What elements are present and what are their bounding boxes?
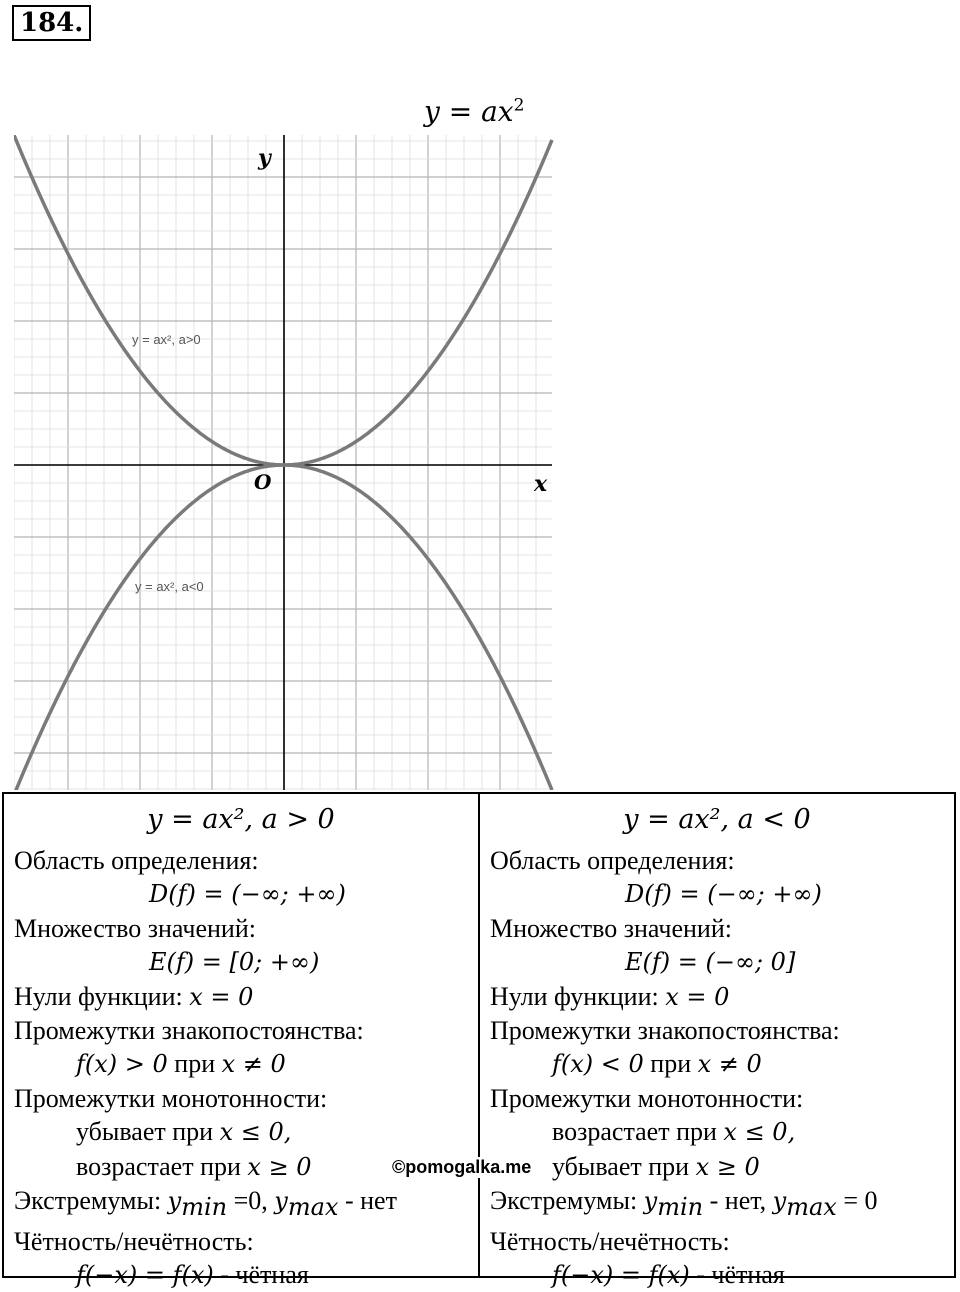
monotonicity-line-1: убывает при x ≤ 0, [76, 1117, 292, 1147]
origin-label: O [254, 470, 272, 494]
monotonicity-label: Промежутки монотонности: [14, 1083, 328, 1113]
sign-line: f(x) > 0 при x ≠ 0 [76, 1049, 286, 1079]
watermark: ©pomogalka.me [392, 1157, 532, 1177]
range-value: E(f) = [0; +∞) [149, 948, 320, 977]
lower-curve-label: y = ax², a<0 [135, 579, 204, 594]
y-axis-label: y [258, 145, 271, 171]
domain-label: Область определения: [490, 846, 735, 875]
zeros-line: Нули функции: x = 0 [490, 981, 730, 1011]
range-value: E(f) = (−∞; 0] [625, 948, 796, 977]
extrema-line: Экстремумы: $y_{min} =0$, $y_{max}$ - нет [14, 1186, 397, 1222]
domain-value: D(f) = (−∞; +∞) [625, 880, 822, 909]
domain-value: D(f) = (−∞; +∞) [149, 880, 346, 909]
problem-number: 184. [12, 5, 91, 41]
parabola-graph [14, 135, 554, 790]
monotonicity-line-1: возрастает при x ≤ 0, [552, 1117, 796, 1147]
monotonicity-line-2: убывает при x ≥ 0 [552, 1151, 760, 1181]
lower-parabola-curve [14, 465, 552, 790]
column-heading: y = ax², a > 0 [147, 804, 335, 835]
formula-title [424, 95, 524, 128]
parity-line: f(−x) = f(x) - чётная [76, 1260, 309, 1290]
formula-exponent: 2 [513, 95, 525, 116]
domain-label: Область определения: [14, 846, 259, 875]
range-label: Множество значений: [490, 913, 732, 943]
sign-label: Промежутки знакопостоянства: [14, 1016, 364, 1046]
grid [14, 135, 552, 790]
upper-parabola-curve [14, 135, 552, 465]
properties-table [2, 792, 956, 1290]
parity-line: f(−x) = f(x) - чётная [552, 1260, 785, 1290]
zeros-line: Нули функции: x = 0 [14, 981, 254, 1011]
range-label: Множество значений: [14, 913, 256, 943]
extrema-line: Экстремумы: $y_{min}$ - нет, $y_{max} = 0$ [490, 1186, 878, 1222]
parity-label: Чётность/нечётность: [14, 1226, 254, 1256]
upper-curve-label: y = ax², a>0 [132, 332, 201, 347]
column-heading: y = ax², a < 0 [623, 804, 811, 835]
sign-label: Промежутки знакопостоянства: [490, 1016, 840, 1046]
sign-line: f(x) < 0 при x ≠ 0 [552, 1049, 762, 1079]
parity-label: Чётность/нечётность: [490, 1226, 730, 1256]
formula-base: y = ax [424, 95, 514, 128]
column-a-positive [4, 794, 478, 1290]
monotonicity-line-2: возрастает при x ≥ 0 [76, 1151, 312, 1181]
x-axis-label: x [534, 471, 548, 497]
column-a-negative [478, 794, 954, 1290]
monotonicity-label: Промежутки монотонности: [490, 1083, 804, 1113]
